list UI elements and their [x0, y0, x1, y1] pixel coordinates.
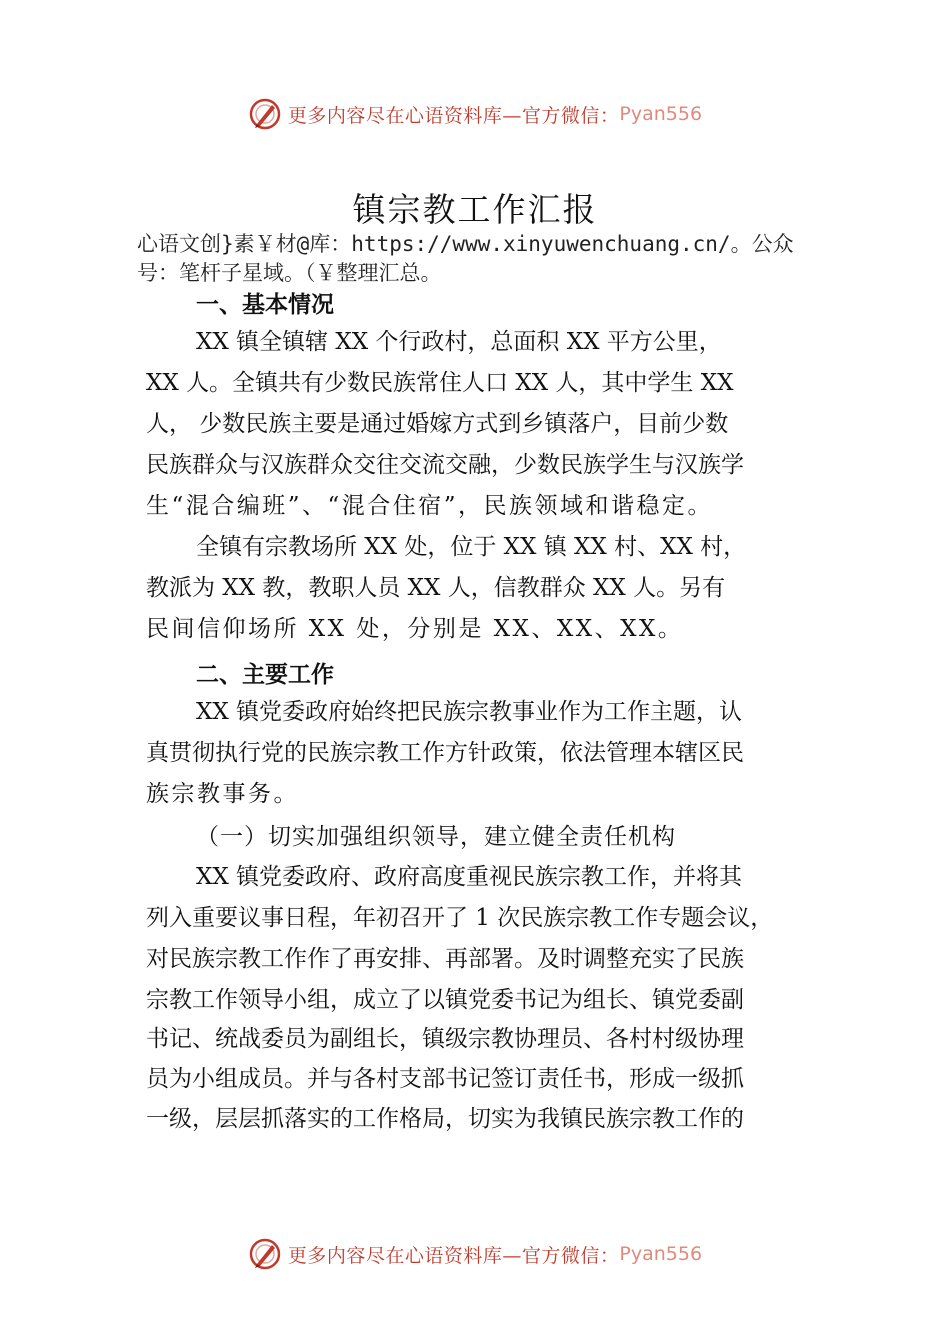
paragraph-line: 列入重要议事日程，年初召开了 1 次民族宗教工作专题会议，	[146, 905, 774, 931]
paragraph-line: 人， 少数民族主要是通过婚嫁方式到乡镇落户，目前少数	[146, 411, 729, 437]
paragraph-line: 一级，层层抓落实的工作格局，切实为我镇民族宗教工作的	[146, 1106, 744, 1132]
pen-logo-icon	[248, 97, 282, 131]
paragraph-line: XX 镇全镇辖 XX 个行政村，总面积 XX 平方公里，	[196, 329, 722, 355]
paragraph-line: 民族群众与汉族群众交往交流交融，少数民族学生与汉族学	[146, 452, 744, 478]
source-note: 心语文创}素￥材@库：https://www.xinyuwenchuang.cn/。公众号：笔杆子星域。（￥整理汇总。	[137, 232, 794, 285]
watermark-banner-bottom	[0, 1232, 950, 1276]
wechat-id: Pyan556	[619, 103, 703, 125]
paragraph-line: 宗教工作领导小组，成立了以镇党委书记为组长、镇党委副	[146, 987, 744, 1013]
paragraph-line: XX 人。全镇共有少数民族常住人口 XX 人，其中学生 XX	[146, 370, 734, 396]
section-heading-basic-situation: 一、基本情况	[196, 292, 334, 318]
document-title: 镇宗教工作汇报	[352, 190, 598, 229]
paragraph-line: 生“混合编班”、“混合住宿”，民族领域和谐稳定。	[146, 493, 714, 519]
paragraph-line: XX 镇党委政府始终把民族宗教事业作为工作主题，认	[196, 699, 743, 725]
paragraph-line: 对民族宗教工作作了再安排、再部署。及时调整充实了民族	[146, 946, 744, 972]
watermark-banner-top	[0, 92, 950, 136]
pen-logo-icon	[248, 1237, 282, 1271]
paragraph-line: 教派为 XX 教，教职人员 XX 人，信教群众 XX 人。另有	[146, 575, 726, 601]
paragraph-line: 书记、统战委员为副组长，镇级宗教协理员、各村村级协理	[146, 1026, 744, 1052]
subsection-heading-organization: （一）切实加强组织领导，建立健全责任机构	[196, 824, 676, 850]
paragraph-line: 民间信仰场所 XX 处，分别是 XX、XX、XX。	[146, 616, 684, 642]
section-heading-main-work: 二、主要工作	[196, 662, 334, 688]
paragraph-line: 全镇有宗教场所 XX 处，位于 XX 镇 XX 村、XX 村，	[196, 534, 747, 560]
paragraph-line: XX 镇党委政府、政府高度重视民族宗教工作，并将其	[196, 864, 743, 890]
banner-text: 更多内容尽在心语资料库—官方微信：	[287, 104, 620, 127]
paragraph-line: 族宗教事务。	[146, 781, 299, 807]
wechat-id: Pyan556	[619, 1243, 703, 1265]
paragraph-line: 真贯彻执行党的民族宗教工作方针政策，依法管理本辖区民	[146, 740, 744, 766]
banner-text: 更多内容尽在心语资料库—官方微信：	[287, 1244, 620, 1267]
paragraph-line: 员为小组成员。并与各村支部书记签订责任书，形成一级抓	[146, 1066, 744, 1092]
